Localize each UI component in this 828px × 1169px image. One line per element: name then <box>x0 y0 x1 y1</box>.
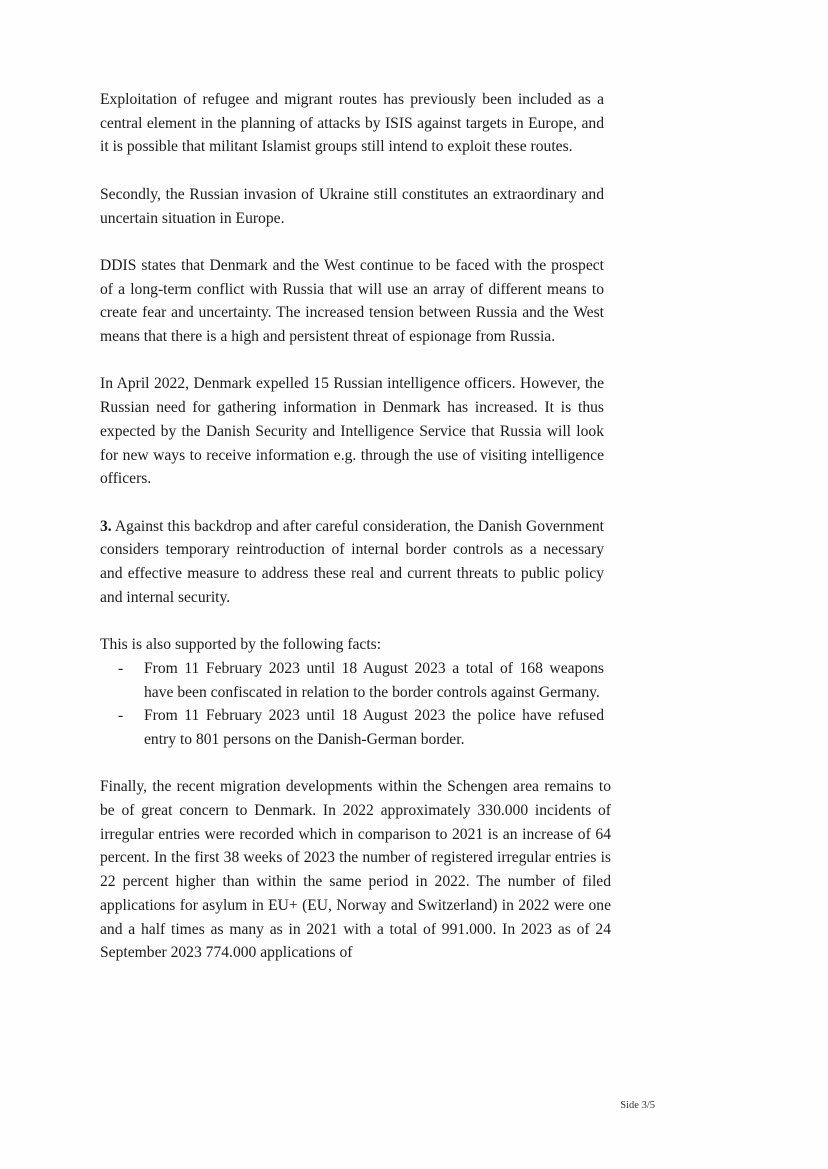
facts-list <box>100 657 604 752</box>
list-item <box>100 704 604 751</box>
page-number: Side 3/5 <box>620 1100 655 1111</box>
section-3-paragraph <box>100 515 604 610</box>
paragraph-russian-invasion: Secondly, the Russian invasion of Ukraine still constitutes an extraordinary and uncertain situation in Europe. <box>100 185 604 227</box>
paragraph-migration-developments: Finally, the recent migration developments within the Schengen area remains to be of great concern to Denmark. In 2022 approximately 330.000 incidents of irregular entries were recorded which in comparison to 2021 is an increase of 64 percent. In the first 38 weeks of 2023 the number of registered irregular entries is 22 percent higher than within the same period in 2022. The number of filed applications for asylum in EU+ (EU, Norway and Switzerland) in 2022 were one and a half times as many as in 2021 with a total of 991.000. In 2023 as of 24 September 2023 774.000 applications of <box>100 778 611 962</box>
list-item <box>100 657 604 704</box>
paragraph-ddis-statement: DDIS states that Denmark and the West continue to be faced with the prospect of a long-term conflict with Russia that will use an array of different means to create fear and uncertainty. The increased tension between Russia and the West means that there is a high and persistent threat of espionage from Russia. <box>100 256 604 345</box>
bullet-dash: - <box>118 707 124 725</box>
paragraph-refugee-routes: Exploitation of refugee and migrant routes has previously been included as a central element in the planning of attacks by ISIS against targets in Europe, and it is possible that militant Islamist groups still intend to exploit these routes. <box>100 91 604 156</box>
paragraph-expelled-officers: In April 2022, Denmark expelled 15 Russian intelligence officers. However, the Russian need for gathering information in Denmark has increased. It is thus expected by the Danish Security and Intelligence Service that Russia will look for new ways to receive information e.g. through the use of visiting intelligence officers. <box>100 375 604 488</box>
section-3-text: Against this backdrop and after careful consideration, the Danish Government considers temporary reintroduction of internal border controls as a necessary and effective measure to address these real and current threats to public policy and internal security. <box>100 517 604 606</box>
section-number: 3. <box>100 517 112 535</box>
document-body <box>100 88 611 989</box>
facts-intro: This is also supported by the following facts: <box>100 636 382 654</box>
bullet-dash: - <box>118 659 124 677</box>
list-item-text: From 11 February 2023 until 18 August 2023 the police have refused entry to 801 persons on the Danish-German border. <box>144 707 604 748</box>
list-item-text: From 11 February 2023 until 18 August 2023 a total of 168 weapons have been confiscated in relation to the border controls against Germany. <box>144 659 604 701</box>
